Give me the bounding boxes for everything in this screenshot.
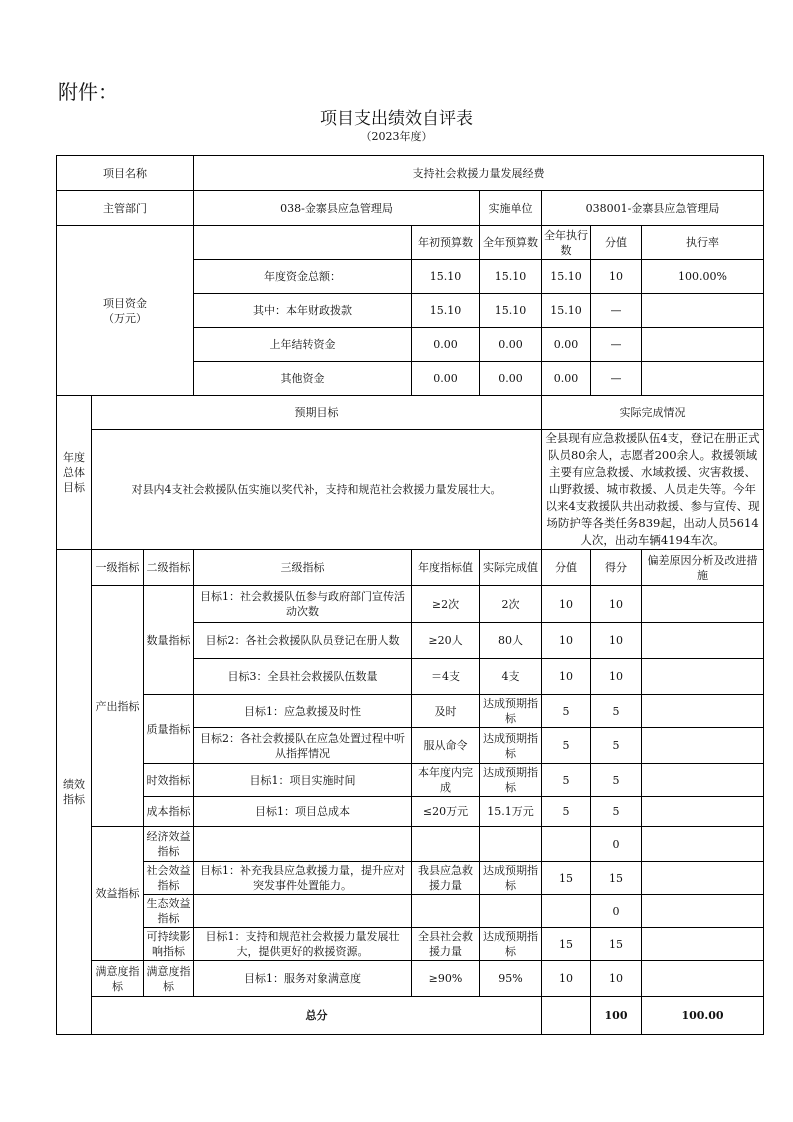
funds-row-annual: 0.00 bbox=[480, 362, 542, 396]
score: 0 bbox=[591, 827, 642, 862]
funds-row-initial: 0.00 bbox=[412, 362, 480, 396]
target-value: 服从命令 bbox=[412, 728, 480, 764]
total-blank bbox=[542, 997, 591, 1035]
perf-header-score: 得分 bbox=[591, 550, 642, 586]
funds-row-weight: — bbox=[591, 328, 642, 362]
weight: 10 bbox=[542, 586, 591, 623]
perf-row bbox=[57, 797, 764, 827]
actual-value: 95% bbox=[480, 961, 542, 997]
impl-label: 实施单位 bbox=[480, 191, 542, 226]
funds-row-initial: 0.00 bbox=[412, 328, 480, 362]
actual-value: 2次 bbox=[480, 586, 542, 623]
actual-value: 达成预期指标 bbox=[480, 695, 542, 728]
score: 5 bbox=[591, 728, 642, 764]
perf-label-text: 绩效指标 bbox=[63, 778, 85, 806]
attachment-label: 附件： bbox=[58, 80, 118, 104]
funds-header-initial: 年初预算数 bbox=[412, 226, 480, 260]
perf-row bbox=[57, 895, 764, 928]
indicator: 目标3：全县社会救援队伍数量 bbox=[194, 659, 412, 695]
perf-header-level2: 二级指标 bbox=[144, 550, 194, 586]
level2-cost: 成本指标 bbox=[144, 797, 194, 827]
score: 10 bbox=[591, 586, 642, 623]
weight: 15 bbox=[542, 928, 591, 961]
level2-sustainable: 可持续影响指标 bbox=[144, 928, 194, 961]
score: 0 bbox=[591, 895, 642, 928]
note bbox=[642, 586, 764, 623]
note bbox=[642, 728, 764, 764]
expected-goal-header: 预期目标 bbox=[92, 396, 542, 430]
total-weight: 100 bbox=[591, 997, 642, 1035]
note bbox=[642, 928, 764, 961]
actual-value: 达成预期指标 bbox=[480, 728, 542, 764]
level2-social: 社会效益指标 bbox=[144, 862, 194, 895]
actual-value: 80人 bbox=[480, 623, 542, 659]
actual-value: 15.1万元 bbox=[480, 797, 542, 827]
funds-header-row bbox=[57, 226, 764, 260]
actual-value: 达成预期指标 bbox=[480, 928, 542, 961]
funds-row-annual: 15.10 bbox=[480, 260, 542, 294]
perf-header-level3: 三级指标 bbox=[194, 550, 412, 586]
funds-label-line2: （万元） bbox=[103, 311, 147, 325]
perf-row bbox=[57, 827, 764, 862]
actual-value: 4支 bbox=[480, 659, 542, 695]
score: 15 bbox=[591, 862, 642, 895]
expected-goal-text: 对县内4支社会救援队伍实施以奖代补，支持和规范社会救援力量发展壮大。 bbox=[92, 430, 542, 550]
target-value: ≤20万元 bbox=[412, 797, 480, 827]
perf-header-row bbox=[57, 550, 764, 586]
funds-row-executed: 0.00 bbox=[542, 328, 591, 362]
funds-row-executed: 15.10 bbox=[542, 260, 591, 294]
note bbox=[642, 764, 764, 797]
indicator: 目标1：补充我县应急救援力量，提升应对突发事件处置能力。 bbox=[194, 862, 412, 895]
funds-label-line1: 项目资金 bbox=[103, 296, 147, 310]
total-row bbox=[57, 997, 764, 1035]
level1-benefit: 效益指标 bbox=[92, 827, 144, 961]
annual-goal-label-text: 年度总体目标 bbox=[63, 451, 85, 494]
year-subtitle: （2023年度） bbox=[360, 130, 433, 143]
goals-content-row bbox=[57, 430, 764, 550]
perf-row bbox=[57, 764, 764, 797]
impl-value: 038001-金寨县应急管理局 bbox=[542, 191, 764, 226]
indicator: 目标1：服务对象满意度 bbox=[194, 961, 412, 997]
perf-header-target: 年度指标值 bbox=[412, 550, 480, 586]
perf-row bbox=[57, 862, 764, 895]
target-value: 本年度内完成 bbox=[412, 764, 480, 797]
target-value: 全县社会救援力量 bbox=[412, 928, 480, 961]
funds-row-rate bbox=[642, 362, 764, 396]
funds-row-annual: 0.00 bbox=[480, 328, 542, 362]
weight: 15 bbox=[542, 862, 591, 895]
level2-quantity: 数量指标 bbox=[144, 586, 194, 695]
weight: 5 bbox=[542, 764, 591, 797]
note bbox=[642, 827, 764, 862]
actual-value bbox=[480, 895, 542, 928]
funds-row-rate: 100.00% bbox=[642, 260, 764, 294]
indicator: 目标1：社会救援队伍参与政府部门宣传活动次数 bbox=[194, 586, 412, 623]
actual-value bbox=[480, 827, 542, 862]
indicator: 目标2：各社会救援队队员登记在册人数 bbox=[194, 623, 412, 659]
goals-header-row bbox=[57, 396, 764, 430]
actual-goal-header: 实际完成情况 bbox=[542, 396, 764, 430]
indicator bbox=[194, 895, 412, 928]
indicator: 目标1：项目总成本 bbox=[194, 797, 412, 827]
level2-ecological: 生态效益指标 bbox=[144, 895, 194, 928]
indicator: 目标1：项目实施时间 bbox=[194, 764, 412, 797]
project-name-row bbox=[57, 156, 764, 191]
perf-row bbox=[57, 928, 764, 961]
funds-row-weight: — bbox=[591, 294, 642, 328]
funds-header-blank bbox=[194, 226, 412, 260]
perf-header-actual: 实际完成值 bbox=[480, 550, 542, 586]
funds-row-name: 其中：本年财政拨款 bbox=[194, 294, 412, 328]
target-value: ≥90% bbox=[412, 961, 480, 997]
note bbox=[642, 862, 764, 895]
funds-label bbox=[57, 226, 194, 396]
note bbox=[642, 659, 764, 695]
funds-row-rate bbox=[642, 328, 764, 362]
indicator: 目标1：应急救援及时性 bbox=[194, 695, 412, 728]
funds-row-weight: — bbox=[591, 362, 642, 396]
weight: 5 bbox=[542, 728, 591, 764]
target-value: 我县应急救援力量 bbox=[412, 862, 480, 895]
funds-row-initial: 15.10 bbox=[412, 294, 480, 328]
note bbox=[642, 695, 764, 728]
funds-row-executed: 15.10 bbox=[542, 294, 591, 328]
level2-economic: 经济效益指标 bbox=[144, 827, 194, 862]
target-value: ≥20人 bbox=[412, 623, 480, 659]
note bbox=[642, 961, 764, 997]
perf-header-weight: 分值 bbox=[542, 550, 591, 586]
page-title: 项目支出绩效自评表 bbox=[320, 109, 473, 129]
note bbox=[642, 797, 764, 827]
weight: 10 bbox=[542, 659, 591, 695]
actual-value: 达成预期指标 bbox=[480, 862, 542, 895]
weight: 10 bbox=[542, 961, 591, 997]
perf-row bbox=[57, 586, 764, 623]
project-name-label: 项目名称 bbox=[57, 156, 194, 191]
score: 10 bbox=[591, 961, 642, 997]
indicator bbox=[194, 827, 412, 862]
perf-label bbox=[57, 550, 92, 1035]
weight bbox=[542, 895, 591, 928]
total-score: 100.00 bbox=[642, 997, 764, 1035]
actual-goal-text: 全县现有应急救援队伍4支，登记在册正式队员80余人，志愿者200余人。救援领域主要有应急救援、水域救援、灾害救援、山野救援、城市救援、人员走失等。今年以来4支救援队共出动救援、参与宣传、现场防护等各类任务839起，出动人员5614人次，出动车辆4194车次。 bbox=[542, 430, 764, 550]
funds-row-executed: 0.00 bbox=[542, 362, 591, 396]
weight: 10 bbox=[542, 623, 591, 659]
weight: 5 bbox=[542, 797, 591, 827]
funds-row-name: 年度资金总额： bbox=[194, 260, 412, 294]
funds-row-initial: 15.10 bbox=[412, 260, 480, 294]
dept-label: 主管部门 bbox=[57, 191, 194, 226]
perf-row bbox=[57, 961, 764, 997]
note bbox=[642, 895, 764, 928]
department-row bbox=[57, 191, 764, 226]
indicator: 目标1：支持和规范社会救援力量发展壮大，提供更好的救援资源。 bbox=[194, 928, 412, 961]
perf-row bbox=[57, 695, 764, 728]
annual-goal-label bbox=[57, 396, 92, 550]
level2-quality: 质量指标 bbox=[144, 695, 194, 764]
score: 10 bbox=[591, 659, 642, 695]
funds-header-annual: 全年预算数 bbox=[480, 226, 542, 260]
level2-satisfaction: 满意度指标 bbox=[144, 961, 194, 997]
weight: 5 bbox=[542, 695, 591, 728]
score: 5 bbox=[591, 797, 642, 827]
level1-output: 产出指标 bbox=[92, 586, 144, 827]
score: 10 bbox=[591, 623, 642, 659]
perf-header-note: 偏差原因分析及改进措施 bbox=[642, 550, 764, 586]
funds-row-rate bbox=[642, 294, 764, 328]
funds-row-weight: 10 bbox=[591, 260, 642, 294]
funds-header-rate: 执行率 bbox=[642, 226, 764, 260]
target-value bbox=[412, 895, 480, 928]
target-value: ≥2次 bbox=[412, 586, 480, 623]
funds-row-name: 上年结转资金 bbox=[194, 328, 412, 362]
note bbox=[642, 623, 764, 659]
actual-value: 达成预期指标 bbox=[480, 764, 542, 797]
target-value: 及时 bbox=[412, 695, 480, 728]
level2-timeliness: 时效指标 bbox=[144, 764, 194, 797]
funds-row-annual: 15.10 bbox=[480, 294, 542, 328]
weight bbox=[542, 827, 591, 862]
funds-row-name: 其他资金 bbox=[194, 362, 412, 396]
project-name-value: 支持社会救援力量发展经费 bbox=[194, 156, 764, 191]
target-value bbox=[412, 827, 480, 862]
perf-header-level1: 一级指标 bbox=[92, 550, 144, 586]
score: 15 bbox=[591, 928, 642, 961]
indicator: 目标2：各社会救援队在应急处置过程中听从指挥情况 bbox=[194, 728, 412, 764]
target-value: ＝4支 bbox=[412, 659, 480, 695]
score: 5 bbox=[591, 695, 642, 728]
dept-value: 038-金寨县应急管理局 bbox=[194, 191, 480, 226]
funds-header-weight: 分值 bbox=[591, 226, 642, 260]
score: 5 bbox=[591, 764, 642, 797]
level1-satisfaction: 满意度指标 bbox=[92, 961, 144, 997]
total-label: 总分 bbox=[92, 997, 542, 1035]
funds-header-executed: 全年执行数 bbox=[542, 226, 591, 260]
performance-table bbox=[56, 155, 764, 1035]
